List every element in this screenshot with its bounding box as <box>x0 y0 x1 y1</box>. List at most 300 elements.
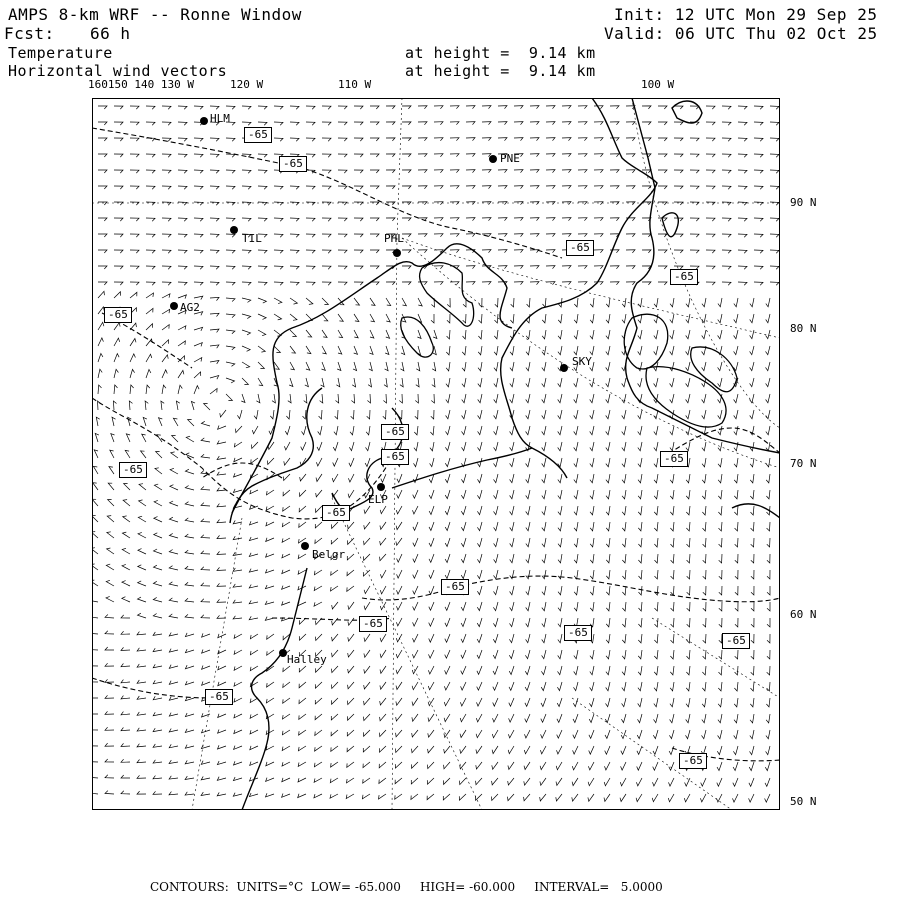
wind-barb <box>509 714 514 722</box>
wind-barb <box>514 282 523 285</box>
wind-barb <box>754 122 763 125</box>
wind-barb <box>703 554 706 563</box>
wind-barb <box>494 554 498 563</box>
wind-barb <box>606 666 610 675</box>
wind-barb <box>690 170 699 173</box>
wind-barb <box>121 775 130 778</box>
wind-barb <box>242 170 251 173</box>
wind-barb <box>684 794 690 802</box>
wind-barb <box>670 522 674 531</box>
wind-barb <box>218 666 226 670</box>
wind-barb <box>121 631 130 634</box>
wind-barb <box>639 570 643 579</box>
wind-barb <box>510 346 514 355</box>
wind-barb <box>282 778 290 782</box>
wind-barb <box>428 682 434 690</box>
wind-barb <box>770 266 779 269</box>
wind-barb <box>414 426 418 435</box>
wind-barb <box>396 682 402 690</box>
wind-barb <box>162 309 170 314</box>
wind-barb <box>322 314 328 321</box>
wind-barb <box>318 426 322 435</box>
wind-barb <box>558 570 562 579</box>
wind-barb <box>718 490 722 499</box>
wind-barb <box>427 778 434 784</box>
wind-barb <box>299 506 306 512</box>
wind-barb <box>146 186 155 189</box>
wind-barb <box>574 538 578 547</box>
wind-barb <box>670 490 674 499</box>
wind-barb <box>444 698 450 706</box>
wind-barb <box>130 186 139 189</box>
wind-barb <box>766 346 771 355</box>
wind-barb <box>185 598 194 602</box>
wind-barb <box>702 458 706 467</box>
wind-barb <box>283 666 290 672</box>
wind-barb <box>306 298 313 304</box>
wind-barb <box>622 554 626 563</box>
wind-barb <box>594 170 603 173</box>
wind-barb <box>655 570 659 579</box>
wind-barb <box>354 106 363 109</box>
wind-barb <box>185 502 194 506</box>
wind-barb <box>306 106 315 109</box>
wind-barb <box>306 202 315 205</box>
wind-barb <box>258 266 267 269</box>
contour-label: -65 <box>381 449 409 465</box>
wind-barb <box>735 586 738 595</box>
wind-barb <box>217 520 226 523</box>
wind-barb <box>718 298 722 307</box>
wind-barb <box>210 389 217 395</box>
wind-barb <box>702 474 706 483</box>
wind-barb <box>210 234 219 237</box>
wind-barb <box>348 522 354 529</box>
wind-barb <box>703 602 706 611</box>
wind-barb <box>322 154 331 157</box>
wind-barb <box>201 745 210 749</box>
wind-barb <box>299 522 306 527</box>
wind-barb <box>703 618 706 627</box>
wind-barb <box>622 650 626 659</box>
wind-barb <box>98 291 104 298</box>
wind-barb <box>562 282 571 285</box>
wind-barb <box>546 170 555 173</box>
wind-barb <box>578 106 587 109</box>
wind-barb <box>578 170 587 173</box>
wind-barb <box>654 698 658 707</box>
wind-barb <box>541 714 546 722</box>
wind-barb <box>654 634 658 643</box>
wind-barb <box>578 154 587 157</box>
wind-barb <box>670 442 674 451</box>
wind-barb <box>606 570 610 579</box>
wind-barb <box>734 410 738 419</box>
wind-barb <box>558 586 562 595</box>
wind-barb <box>354 298 360 305</box>
wind-barb <box>654 682 658 691</box>
wind-barb <box>169 776 178 779</box>
wind-barb <box>751 618 754 627</box>
wind-barb <box>434 218 443 221</box>
wind-barb <box>418 170 427 173</box>
wind-barb <box>493 666 498 674</box>
wind-barb <box>249 585 258 589</box>
wind-barb <box>558 442 562 451</box>
wind-barb <box>462 426 467 435</box>
wind-barb <box>450 282 459 285</box>
wind-barb <box>557 698 562 707</box>
wind-barb <box>322 250 331 253</box>
wind-barb <box>514 250 523 253</box>
wind-barb <box>445 570 450 579</box>
wind-barb <box>397 586 403 594</box>
wind-barb <box>530 266 539 269</box>
wind-barb <box>669 730 674 739</box>
wind-barb <box>734 394 738 403</box>
field-temperature: Temperature <box>8 44 113 62</box>
wind-barb <box>718 682 722 691</box>
wind-barb <box>153 648 162 651</box>
wind-barb <box>122 532 130 538</box>
wind-barb <box>402 154 411 157</box>
wind-barb <box>153 712 162 715</box>
wind-barb <box>162 106 171 109</box>
wind-barb <box>290 314 297 320</box>
wind-barb <box>299 682 306 688</box>
wind-barb <box>447 330 450 339</box>
islands <box>401 263 737 428</box>
wind-barb <box>242 282 251 285</box>
wind-barb <box>642 282 651 285</box>
wind-barb <box>317 442 322 450</box>
wind-barb <box>478 346 482 355</box>
wind-barb <box>354 330 358 338</box>
wind-barb <box>185 518 194 522</box>
wind-barb <box>173 418 178 426</box>
wind-barb <box>510 522 514 531</box>
wind-barb <box>178 295 186 299</box>
wind-barb <box>621 746 626 754</box>
wind-barb <box>433 330 437 339</box>
wind-barb <box>749 794 754 802</box>
wind-barb <box>306 186 315 189</box>
wind-barb <box>402 218 411 221</box>
wind-barb <box>364 714 371 721</box>
wind-barb <box>562 234 571 237</box>
wind-barb <box>546 186 555 189</box>
wind-barb <box>95 433 99 442</box>
wind-barb <box>573 730 578 738</box>
wind-barb <box>396 698 402 705</box>
wind-barb <box>123 516 130 522</box>
wind-barb <box>429 490 434 499</box>
wind-barb <box>526 538 530 547</box>
wind-barb <box>114 202 123 205</box>
wind-barb <box>129 401 132 410</box>
wind-barb <box>686 490 690 499</box>
wind-barb <box>107 516 114 522</box>
wind-barb <box>162 282 171 285</box>
wind-barb <box>594 154 603 157</box>
wind-barb <box>430 426 434 435</box>
contour-label: -65 <box>104 307 132 323</box>
wind-barb <box>333 442 338 451</box>
wind-barb <box>138 613 147 618</box>
wind-barb <box>546 234 555 237</box>
wind-barb <box>766 426 770 435</box>
wind-barb <box>642 122 651 125</box>
wind-barb <box>460 714 466 722</box>
wind-barb <box>274 266 283 269</box>
wind-barb <box>331 586 339 591</box>
station-label-hlm: HLM <box>210 112 230 125</box>
wind-barb <box>461 554 466 563</box>
wind-barb <box>185 582 194 586</box>
wind-barb <box>751 602 754 611</box>
wind-barb <box>654 714 659 723</box>
wind-barb <box>722 106 731 109</box>
wind-barb <box>146 122 155 125</box>
wind-barb <box>369 362 373 371</box>
wind-barb <box>671 602 674 611</box>
wind-barb <box>706 218 715 221</box>
wind-barb <box>735 538 738 547</box>
wind-barb <box>509 650 514 659</box>
wind-barb <box>302 426 307 435</box>
wind-barb <box>201 792 210 795</box>
wind-barb <box>98 354 103 363</box>
wind-barb <box>674 154 683 157</box>
wind-barb <box>605 762 611 770</box>
wind-barb <box>574 682 579 691</box>
wind-barb <box>722 122 731 125</box>
wind-barb <box>396 746 403 753</box>
wind-barb <box>274 298 282 304</box>
wind-barb <box>466 234 475 237</box>
wind-barb <box>298 762 306 766</box>
wind-barb <box>754 170 763 173</box>
wind-barb <box>178 326 186 330</box>
wind-barb <box>266 746 274 750</box>
wind-barb <box>397 570 402 578</box>
wind-barb <box>130 170 139 173</box>
wind-barb <box>114 266 123 269</box>
wind-barb <box>201 567 210 570</box>
wind-barb <box>450 202 459 205</box>
wind-barb <box>332 682 339 689</box>
wind-barb <box>130 339 136 347</box>
wind-barb <box>194 282 203 285</box>
wind-barb <box>202 682 210 686</box>
wind-barb <box>722 218 731 221</box>
wind-barb <box>364 682 370 689</box>
wind-barb <box>530 202 539 205</box>
wind-barb <box>509 682 514 690</box>
wind-barb <box>130 154 139 157</box>
wind-barb <box>250 714 258 718</box>
wind-barb <box>411 762 418 768</box>
temperature-contours <box>92 128 780 761</box>
wind-barb <box>429 634 434 642</box>
wind-barb <box>542 650 546 659</box>
wind-barb <box>718 330 722 339</box>
wind-barb <box>331 714 338 720</box>
wind-barb <box>542 586 546 595</box>
wind-barb <box>98 385 102 394</box>
wind-barb <box>493 682 498 690</box>
wind-barb <box>526 426 530 435</box>
wind-barb <box>226 106 235 109</box>
wind-barb <box>702 442 706 451</box>
wind-barb <box>540 794 546 801</box>
wind-barb <box>413 490 418 498</box>
wind-barb <box>670 474 674 483</box>
wind-barb <box>686 378 690 387</box>
wind-barb <box>610 154 619 157</box>
wind-barb <box>217 761 226 765</box>
wind-barb <box>735 570 738 579</box>
wind-barb <box>267 634 274 639</box>
wind-barb <box>626 138 635 141</box>
wind-barb <box>396 506 402 514</box>
wind-barb <box>558 394 562 403</box>
wind-barb <box>525 682 530 691</box>
wind-barb <box>770 282 779 285</box>
wind-barb <box>143 417 147 426</box>
wind-barb <box>546 154 555 157</box>
wind-barb <box>332 666 339 673</box>
wind-barb <box>671 554 674 563</box>
wind-barb <box>766 362 771 371</box>
wind-barb <box>653 762 658 770</box>
wind-barb <box>610 282 619 285</box>
wind-barb <box>687 554 690 563</box>
wind-barb <box>413 522 418 530</box>
wind-barb <box>274 106 283 109</box>
wind-barb <box>153 728 162 731</box>
wind-barb <box>654 666 658 675</box>
wind-barb <box>685 778 690 786</box>
wind-barb <box>241 394 245 403</box>
wind-barb <box>412 714 418 721</box>
wind-barb <box>217 567 226 570</box>
wind-barb <box>605 714 610 723</box>
wind-barb <box>370 218 379 221</box>
wind-barb <box>718 506 722 515</box>
wind-barb <box>722 170 731 173</box>
wind-barb <box>137 680 146 683</box>
wind-barb <box>370 122 379 125</box>
wind-barb <box>606 634 610 643</box>
wind-barb <box>444 682 450 690</box>
wind-barb <box>562 154 571 157</box>
wind-barb <box>217 551 226 554</box>
lat-label-60: 60 N <box>790 608 817 621</box>
wind-barb <box>573 746 578 754</box>
wind-barb <box>444 714 450 722</box>
wind-barb <box>306 362 310 370</box>
wind-barb <box>114 338 120 346</box>
wind-barb <box>401 362 404 371</box>
wind-barb <box>686 522 690 531</box>
wind-barb <box>226 346 235 350</box>
wind-barb <box>185 534 194 538</box>
wind-barb <box>366 426 370 435</box>
wind-barb <box>687 618 690 627</box>
wind-barb <box>242 362 250 368</box>
wind-barb <box>626 282 635 285</box>
wind-barb <box>735 522 738 531</box>
wind-barb <box>494 330 498 339</box>
wind-barb <box>463 314 466 323</box>
wind-barb <box>314 778 322 782</box>
wind-barb <box>283 698 290 703</box>
wind-barb <box>670 650 674 659</box>
wind-barb <box>494 410 498 419</box>
wind-barb <box>526 330 530 339</box>
contour-info-footer: CONTOURS: UNITS=°C LOW= -65.000 HIGH= -60.000 INTERVAL= 5.0000 <box>150 880 663 894</box>
wind-barb <box>130 202 139 205</box>
wind-barb <box>447 298 450 307</box>
wind-barb <box>770 138 779 141</box>
wind-barb <box>477 682 482 690</box>
wind-barb <box>478 362 482 371</box>
wind-barb <box>718 442 722 451</box>
wind-barb <box>210 218 219 221</box>
wind-barb <box>541 730 546 738</box>
wind-barb <box>331 698 338 704</box>
wind-barb <box>477 554 482 563</box>
wind-barb <box>466 266 475 269</box>
wind-barb <box>443 794 450 800</box>
wind-barb <box>654 506 658 515</box>
wind-barb <box>765 778 770 786</box>
wind-barb <box>734 490 738 499</box>
wind-barb <box>217 792 226 796</box>
wind-barb <box>526 586 530 595</box>
contour-label: -65 <box>670 269 698 285</box>
wind-barb <box>290 298 297 304</box>
wind-barb <box>606 618 610 627</box>
contour-label: -65 <box>566 240 594 256</box>
wind-barb <box>434 170 443 173</box>
wind-barb <box>367 394 370 403</box>
wind-barb <box>354 138 363 141</box>
wind-barb <box>314 602 322 606</box>
wind-barb <box>767 522 770 531</box>
wind-barb <box>332 602 338 609</box>
wind-barb <box>146 293 154 298</box>
wind-barb <box>298 794 306 798</box>
wind-barb <box>354 282 363 285</box>
wind-barb <box>466 122 475 125</box>
wind-barb <box>674 234 683 237</box>
wind-barb <box>178 234 187 237</box>
wind-barb <box>250 730 258 734</box>
wind-barb <box>461 522 466 531</box>
wind-barb <box>188 419 194 426</box>
wind-barb <box>638 442 642 451</box>
wind-barb <box>525 698 530 706</box>
wind-barb <box>336 394 339 403</box>
wind-barb <box>210 345 219 348</box>
wind-barb <box>638 378 642 387</box>
wind-barb <box>429 522 434 531</box>
wind-barb <box>686 474 690 483</box>
wind-barb <box>574 346 578 355</box>
wind-barb <box>766 730 770 739</box>
